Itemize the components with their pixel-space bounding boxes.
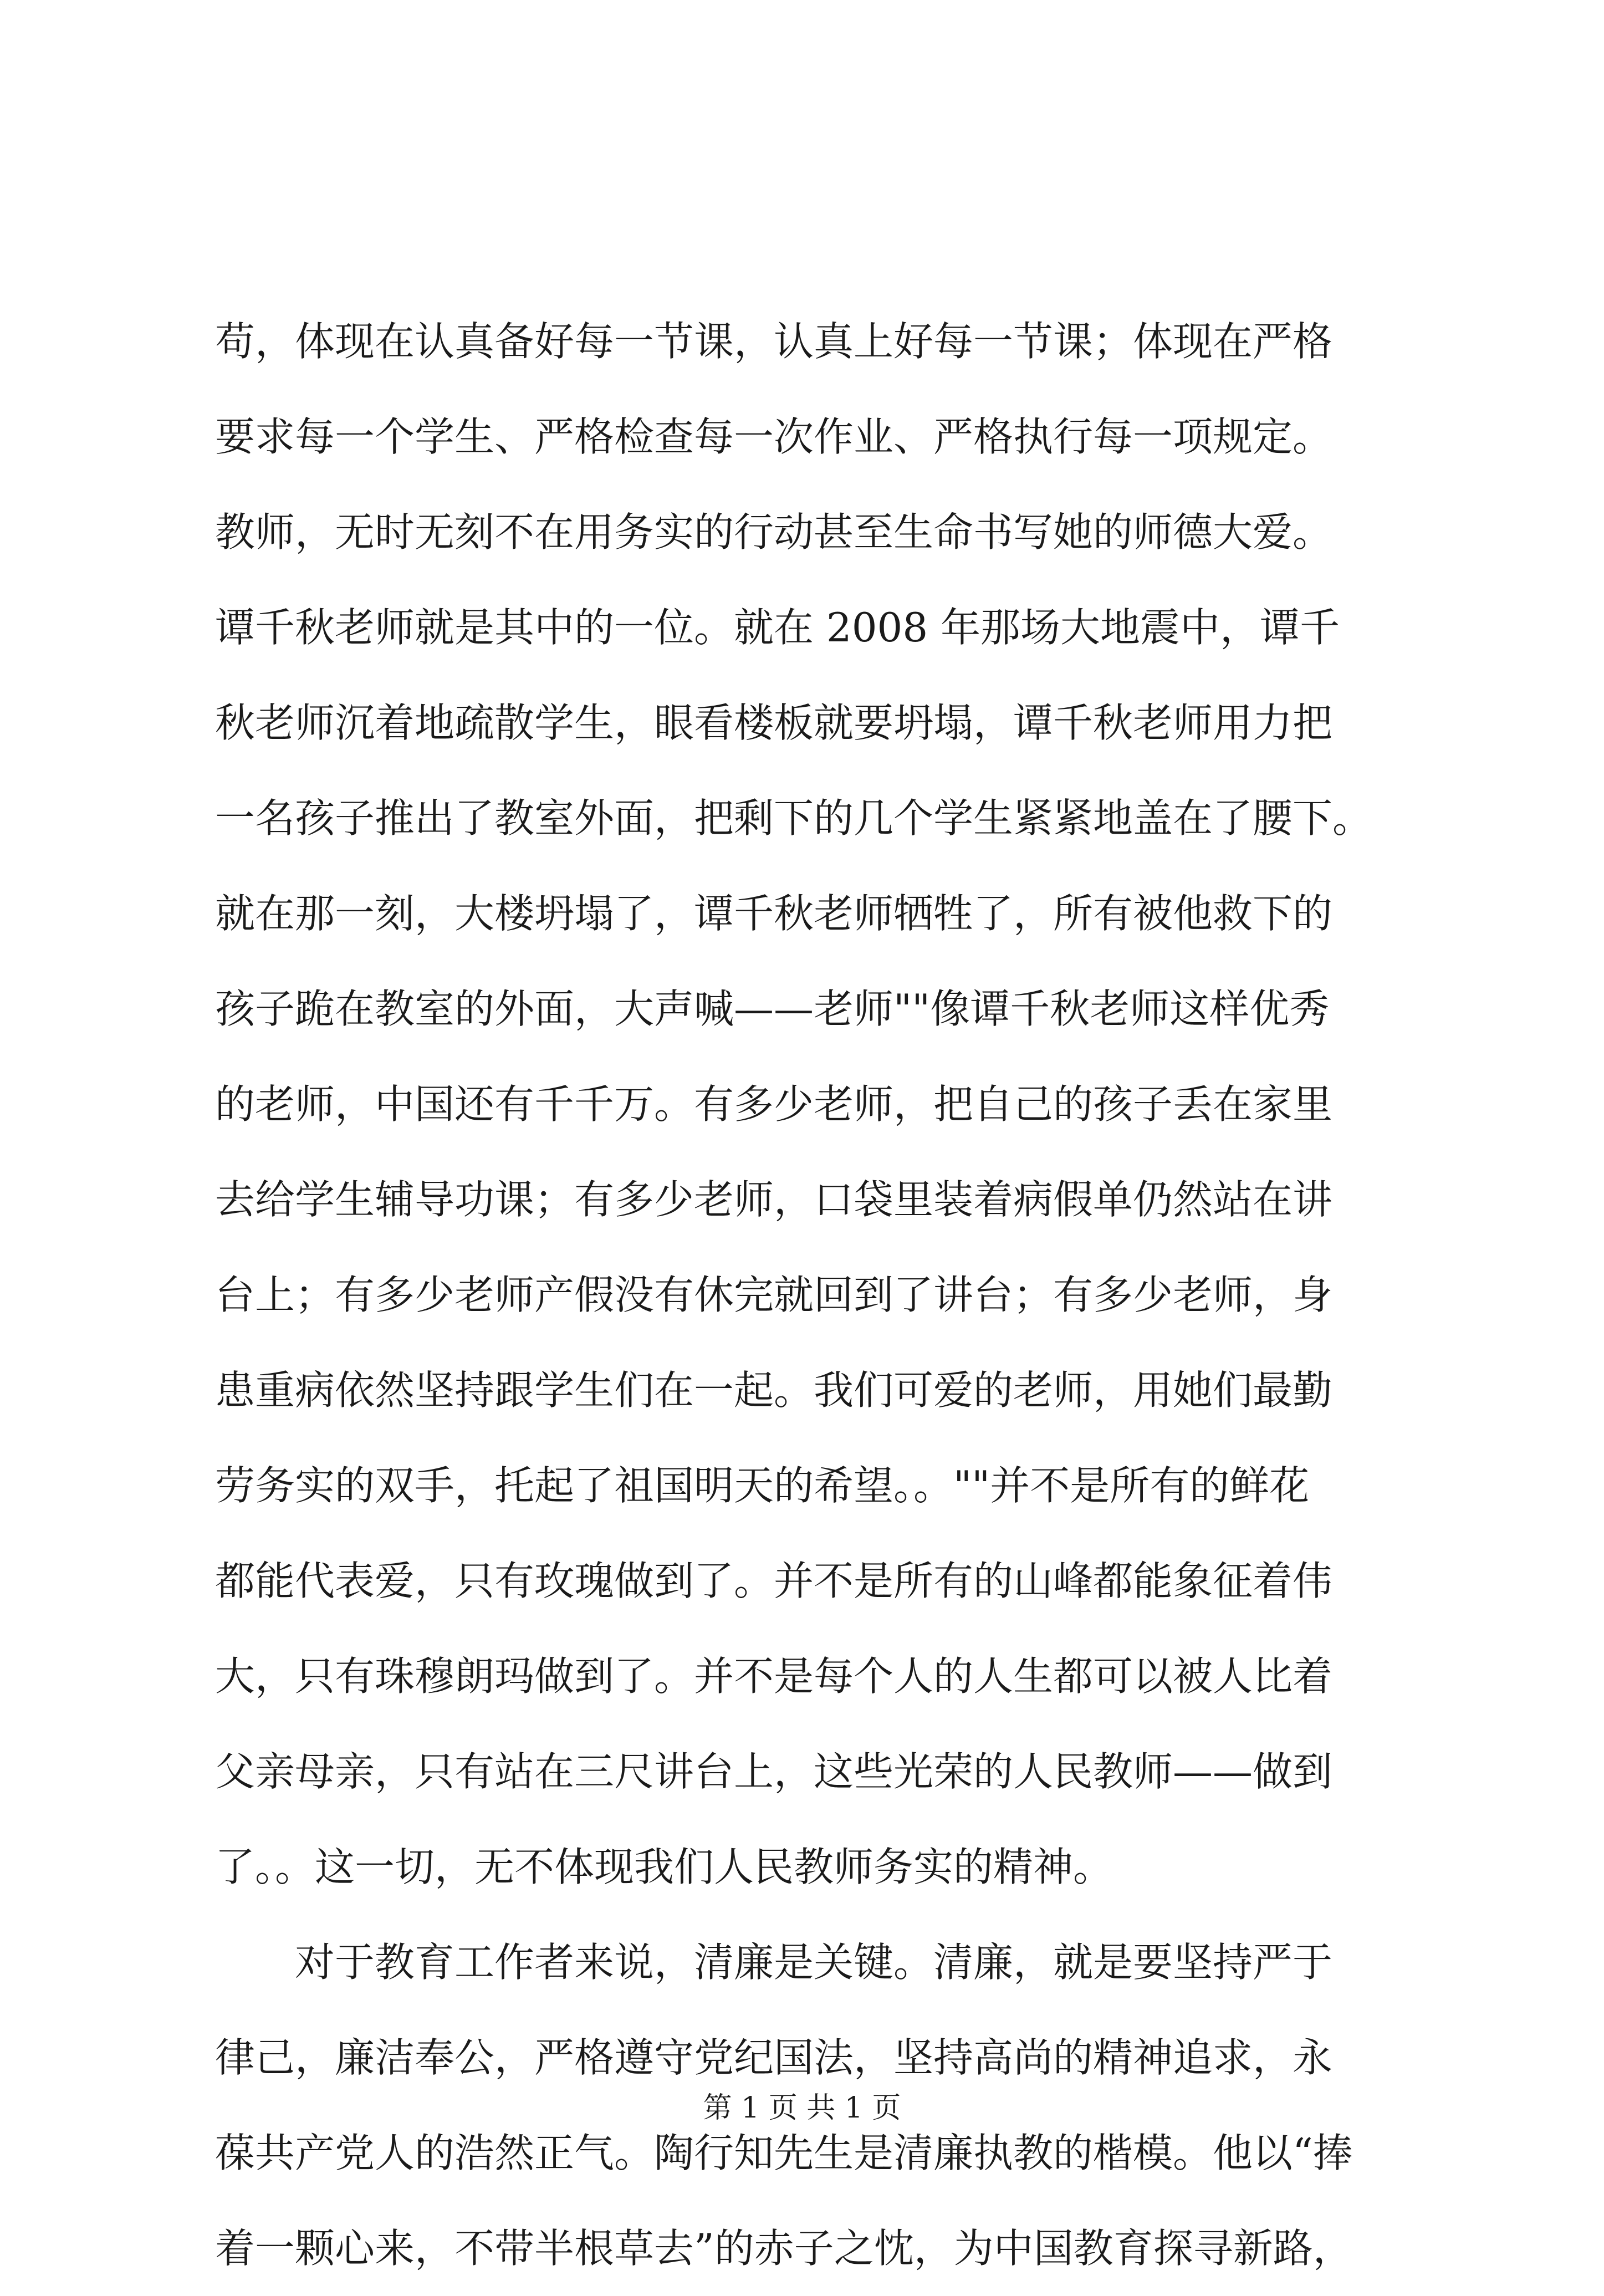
text-line: 要求每一个学生、严格检查每一次作业、严格执行每一项规定。 [215, 414, 1333, 460]
text-line: 大，只有珠穆朗玛做到了。并不是每个人的人生都可以被人比着 [215, 1653, 1333, 1700]
text-line: 台上；有多少老师产假没有休完就回到了讲台；有多少老师，身 [215, 1272, 1333, 1318]
text-line: 患重病依然坚持跟学生们在一起。我们可爱的老师，用她们最勤 [215, 1367, 1333, 1414]
text-line: 去给学生辅导功课；有多少老师，口袋里装着病假单仍然站在讲 [215, 1176, 1333, 1223]
text-line: 一名孩子推出了教室外面，把剩下的几个学生紧紧地盖在了腰下。 [215, 795, 1373, 841]
text-line: 劳务实的双手，托起了祖国明天的希望。。""并不是所有的鲜花 [215, 1462, 1310, 1509]
text-line: 秋老师沉着地疏散学生，眼看楼板就要坍塌，谭千秋老师用力把 [215, 700, 1333, 746]
text-line: 着一颗心来，不带半根草去”的赤子之忱，为中国教育探寻新路， [215, 2225, 1353, 2272]
text-line: 了。。这一切，无不体现我们人民教师务实的精神。 [215, 1844, 1113, 1890]
text-line: 父亲母亲，只有站在三尺讲台上，这些光荣的人民教师——做到 [215, 1748, 1333, 1795]
paragraph-start-line: 对于教育工作者来说，清廉是关键。清廉，就是要坚持严于 [215, 1939, 1333, 1986]
text-line: 苟，体现在认真备好每一节课，认真上好每一节课；体现在严格 [215, 318, 1333, 365]
document-body [215, 294, 1423, 2296]
text-line: 葆共产党人的浩然正气。陶行知先生是清廉执教的楷模。他以“捧 [215, 2130, 1353, 2176]
page-number-footer: 第 1 页 共 1 页 [703, 2091, 901, 2125]
text-line: 律己，廉洁奉公，严格遵守党纪国法，坚持高尚的精神追求，永 [215, 2034, 1333, 2081]
text-line: 教师，无时无刻不在用务实的行动甚至生命书写她的师德大爱。 [215, 509, 1333, 555]
text-line: 谭千秋老师就是其中的一位。就在 2008 年那场大地震中，谭千 [215, 604, 1340, 651]
text-line: 都能代表爱，只有玫瑰做到了。并不是所有的山峰都能象征着伟 [215, 1558, 1333, 1604]
text-line: 的老师，中国还有千千万。有多少老师，把自己的孩子丢在家里 [215, 1081, 1333, 1127]
text-line: 孩子跪在教室的外面，大声喊——老师""像谭千秋老师这样优秀 [215, 986, 1330, 1032]
text-line: 就在那一刻，大楼坍塌了，谭千秋老师牺牲了，所有被他救下的 [215, 890, 1333, 937]
